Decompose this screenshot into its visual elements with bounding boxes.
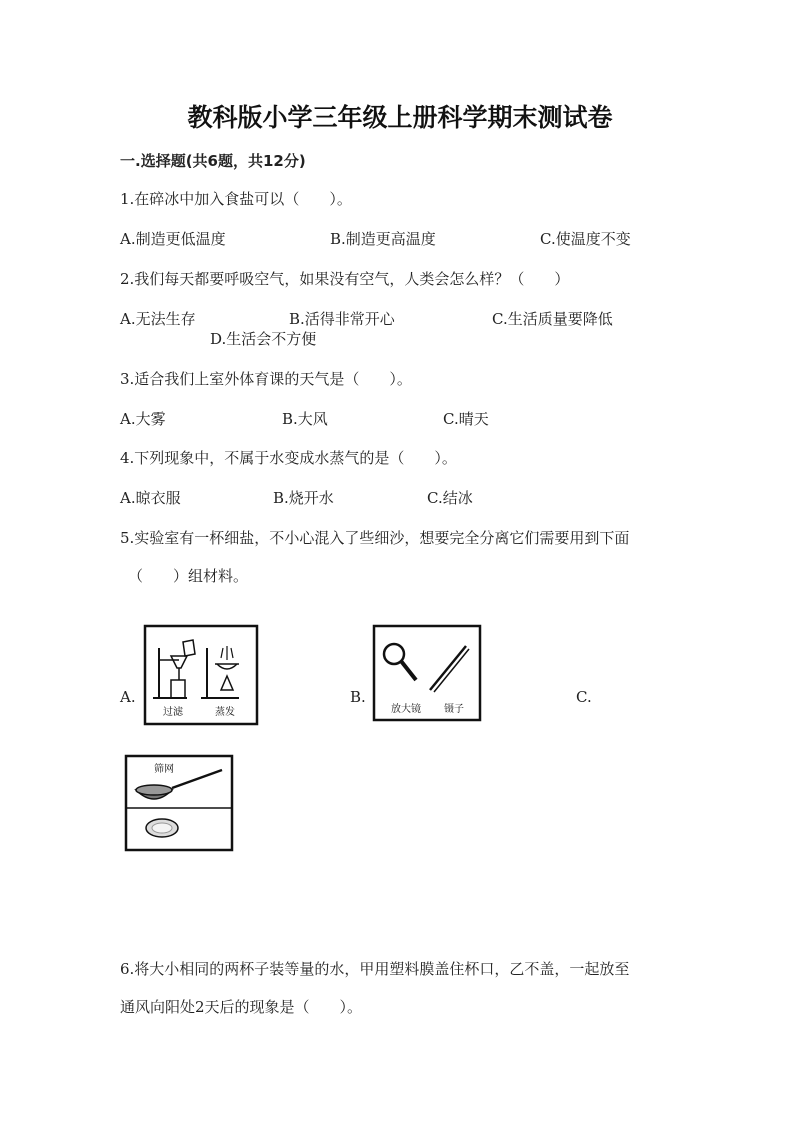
question-2-option-a: A.无法生存 (120, 310, 196, 328)
question-3-stem: 3.适合我们上室外体育课的天气是（ ）。 (120, 370, 412, 388)
question-1-stem: 1.在碎冰中加入食盐可以（ ）。 (120, 190, 352, 208)
question-2-stem: 2.我们每天都要呼吸空气，如果没有空气，人类会怎么样？（ ） (120, 270, 570, 288)
question-1-option-c: C.使温度不变 (540, 230, 631, 248)
sieve-figure (122, 752, 234, 852)
question-5-stem-line-2: （ ）组材料。 (128, 567, 249, 585)
question-1-option-b: B.制造更高温度 (330, 230, 436, 248)
question-1-option-a: A.制造更低温度 (120, 230, 226, 248)
figure-a-label-filtration: 过滤 (163, 707, 183, 718)
question-3-option-a: A.大雾 (120, 410, 166, 428)
question-5-option-a-letter: A. (120, 688, 136, 706)
page-title: 教科版小学三年级上册科学期末测试卷 (187, 103, 613, 132)
figure-b-label-magnifier: 放大镜 (391, 704, 421, 715)
question-2-option-b: B.活得非常开心 (289, 310, 395, 328)
question-4-option-a: A.晾衣服 (120, 489, 181, 507)
question-4-option-c: C.结冰 (427, 489, 473, 507)
figure-b-label-tweezers: 镊子 (444, 704, 464, 715)
question-5-stem-line-1: 5.实验室有一杯细盐，不小心混入了些细沙，想要完全分离它们需要用到下面 (120, 529, 630, 547)
question-6-stem-line-1: 6.将大小相同的两杯子装等量的水，甲用塑料膜盖住杯口，乙不盖，一起放至 (120, 960, 630, 978)
magnifier-tweezers-figure (368, 622, 486, 722)
question-2-option-c: C.生活质量要降低 (492, 310, 613, 328)
figure-a-label-evaporation: 蒸发 (215, 707, 235, 718)
question-3-option-b: B.大风 (282, 410, 328, 428)
section-heading: 一.选择题(共6题，共12分) (120, 152, 306, 170)
figure-c-label-sieve: 筛网 (154, 764, 174, 775)
question-3-option-c: C.晴天 (443, 410, 489, 428)
question-5-option-c-letter: C. (576, 688, 592, 706)
filtration-evaporation-figure (135, 618, 260, 728)
question-2-option-d: D.生活会不方便 (210, 330, 317, 348)
question-5-option-b-letter: B. (350, 688, 366, 706)
question-6-stem-line-2: 通风向阳处2天后的现象是（ ）。 (120, 998, 363, 1016)
question-4-option-b: B.烧开水 (273, 489, 334, 507)
question-4-stem: 4.下列现象中，不属于水变成水蒸气的是（ ）。 (120, 449, 457, 467)
